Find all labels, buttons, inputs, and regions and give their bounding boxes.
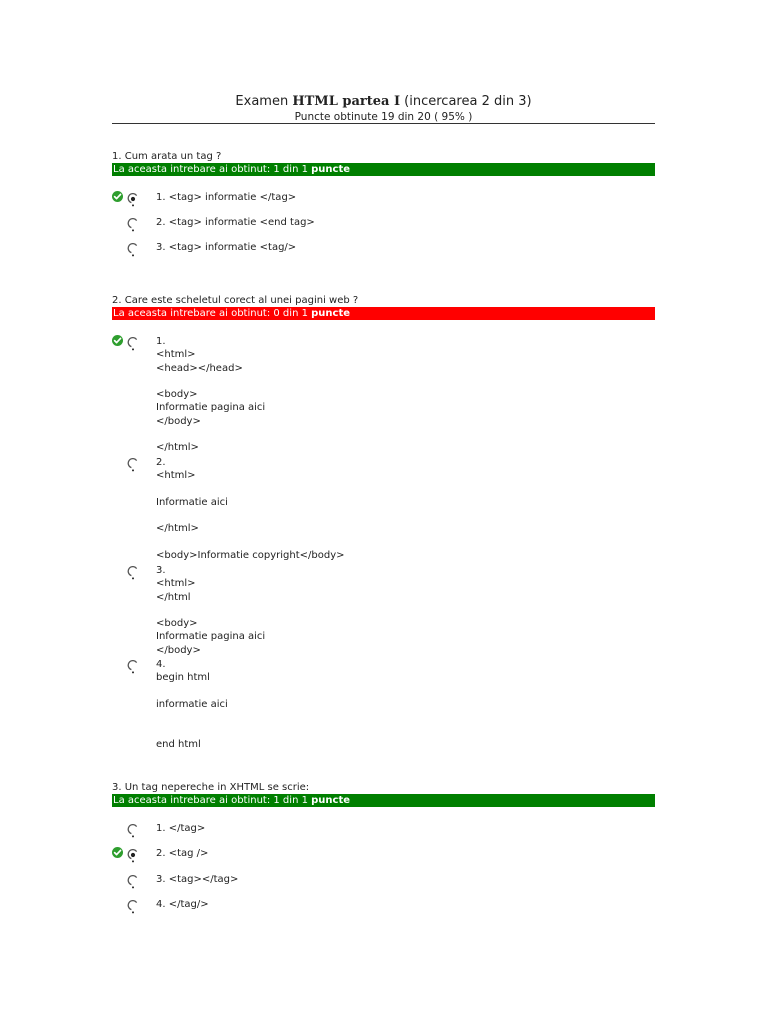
result-bar [112,307,655,320]
correct-check-icon [112,191,123,202]
question-text: 3. Un tag nepereche in XHTML se scrie: [112,782,310,793]
result-bold: puncte [311,164,351,175]
question-3 [112,782,655,910]
question-text: 2. Care este scheletul corect al unei pagini web ? [112,295,359,306]
answer-text: 3. <tag></tag> [156,874,239,885]
exam-title [112,93,655,111]
answer-text: 2. <tag /> [156,848,209,859]
title-bold: HTML partea I [292,94,401,109]
answer-text: 1. <tag> informatie </tag> [156,192,297,203]
exam-header [112,93,655,124]
result-bar [112,163,655,176]
radio-option[interactable] [127,218,139,232]
radio-option[interactable] [127,566,139,580]
radio-option[interactable] [127,458,139,472]
answer-text: 1. <html> <head></head> <body> Informatie pagina aici </body> </html> [156,336,266,454]
answer-text: 3. <tag> informatie <tag/> [156,242,297,253]
title-prefix: Examen [235,94,289,109]
result-bold: puncte [311,308,351,319]
correct-check-icon [112,335,123,346]
answer-text: 4. begin html informatie aici end html [156,659,228,750]
radio-option[interactable] [127,243,139,257]
radio-option[interactable] [127,337,139,351]
answer-text: 2. <tag> informatie <end tag> [156,217,315,228]
question-1 [112,151,655,253]
result-bold: puncte [311,795,351,806]
title-suffix: (incercarea 2 din 3) [404,94,532,109]
question-text: 1. Cum arata un tag ? [112,151,222,162]
radio-selected[interactable] [127,193,139,207]
radio-option[interactable] [127,660,139,674]
radio-option[interactable] [127,824,139,838]
answer-text: 1. </tag> [156,823,206,834]
correct-check-icon [112,847,123,858]
answer-text: 3. <html> </html <body> Informatie pagina aici </body> [156,565,266,656]
question-2 [112,295,655,750]
header-divider [112,123,655,124]
radio-selected[interactable] [127,849,139,863]
result-text: La aceasta intrebare ai obtinut: 1 din 1 [113,795,308,806]
answer-text: 4. </tag/> [156,899,209,910]
result-bar [112,794,655,807]
answer-text: 2. <html> Informatie aici </html> <body>Informatie copyright</body> [156,457,345,562]
radio-option[interactable] [127,900,139,914]
result-text: La aceasta intrebare ai obtinut: 0 din 1 [113,308,308,319]
result-text: La aceasta intrebare ai obtinut: 1 din 1 [113,164,308,175]
radio-option[interactable] [127,875,139,889]
score-summary: Puncte obtinute 19 din 20 ( 95% ) [294,111,473,123]
